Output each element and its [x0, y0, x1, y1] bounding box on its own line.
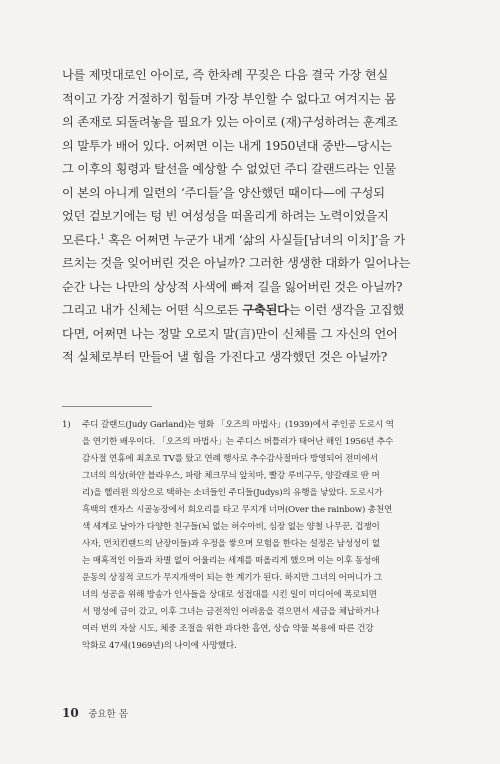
- body-line: 르치는 것을 잊어버린 것은 아닐까? 그러한 생생한 대화가 일어나는: [62, 256, 411, 270]
- body-line-start: 그리고 내가 신체는 어떤 식으로든: [62, 303, 239, 317]
- footnote-divider: [62, 406, 152, 407]
- page-footer: [62, 706, 128, 720]
- footnote-line: 녀의 성공을 위해 방송가 인사들을 상대로 성접대를 시킨 일이 미디어에 폭로되면: [82, 590, 377, 600]
- footnote-text: 주디 갈랜드(Judy Garland)는 영화 「오즈의 마법사」(1939)에서 주인공 도로시 역: [82, 420, 394, 430]
- footnote-line: 그녀의 의상(하얀 블라우스, 파랑 체크무늬 앞치마, 빨강 루비구두, 양갈래로 딴 머: [82, 471, 380, 481]
- footnote-number: 1): [62, 420, 71, 430]
- footnote-marker[interactable]: 1: [100, 232, 105, 241]
- body-line: 었던 겉보기에는 텅 빈 여성성을 떠올리게 하려는 노력이었을지: [62, 209, 389, 223]
- footnote-line: 감사절 연휴에 최초로 TV를 탔고 연례 행사로 추수감사절마다 방영되어 전미에서: [82, 454, 378, 464]
- footnote-line: 리)을 헬러윈 의상으로 택하는 소녀들인 주디들(Judys)의 유행을 낳았다. 도로시가: [82, 488, 383, 498]
- body-line: [62, 299, 434, 323]
- body-line: 의 말투가 배어 있다. 어쩌면 이는 내게 1950년대 중반—당시는: [62, 138, 392, 153]
- body-line: [62, 229, 434, 253]
- footnote-line: 흑백의 캔자스 시골농장에서 회오리를 타고 무지개 너머(Over the rainbow) 총천연: [82, 505, 393, 515]
- footnote-line: 색 세계로 날아가 다양한 친구들(뇌 없는 허수아비, 심장 없는 양철 나무꾼, 겁쟁이: [82, 522, 380, 532]
- footnote-line: 사자, 먼치킨랜드의 난장이들)과 우정을 쌓으며 모험을 한다는 설정은 남성성이 없: [82, 539, 381, 549]
- footnote-line: 을 연기한 배우이다. 「오즈의 마법사」는 주디스 버틀러가 태어난 해인 1956년 추수: [82, 437, 394, 447]
- footnote-line: 서 명성에 금이 갔고, 이후 그녀는 금전적인 어려움을 겪으면서 세금을 체납하거나: [82, 607, 380, 617]
- body-line: 다면, 어쩌면 나는 정말 오로지 말(言)만이 신체를 그 자신의 언어: [62, 326, 398, 341]
- body-line-start: 모른다.: [62, 232, 101, 247]
- footnote-line: [62, 417, 438, 434]
- body-line: 적이고 가장 거절하기 힘들며 가장 부인할 수 없다고 여겨지는 몸: [62, 91, 396, 106]
- emphasized-word: 구축된다: [242, 303, 289, 317]
- body-line-rest: 혹은 어쩌면 누군가 내게 ‘삶의 사실들[남녀의 이치]’을 가: [104, 232, 406, 247]
- footnote-line: 여러 번의 자살 시도, 체중 조절을 위한 과다한 흡연, 상습 약물 복용에 따른 건강: [82, 624, 374, 634]
- page-number: 10: [62, 706, 79, 720]
- footnote-line: 악화로 47세(1969년)의 나이에 사망했다.: [82, 641, 237, 651]
- body-line: 나를 제멋대로인 아이로, 즉 한차례 꾸짖은 다음 결국 가장 현실: [62, 68, 389, 82]
- footnote: [62, 417, 438, 655]
- body-line: 그 이후의 횡령과 탈선을 예상할 수 없었던 주디 갈랜드라는 인물: [62, 162, 396, 176]
- body-line-rest: 는 이런 생각을 고집했: [288, 303, 404, 317]
- running-title: 중요한 몸: [88, 709, 128, 720]
- footnote-line: 운동의 상징적 코드가 무지개색이 되는 한 계기가 된다. 하지만 그녀의 어머니가 그: [82, 573, 382, 583]
- body-line: 순간 나는 나만의 상상적 사색에 빠져 길을 잃어버린 것은 아닐까?: [62, 279, 403, 294]
- footnote-line: 는 매혹적인 이들과 차별 없이 어울리는 세계를 떠올리게 했으며 이는 이후 동성애: [82, 556, 380, 566]
- body-line: 적 실체로부터 만들어 낼 힘을 가진다고 생각했던 것은 아닐까?: [62, 350, 388, 364]
- body-line: 이 본의 아니게 일련의 ‘주디들’을 양산했던 때이다—에 구성되: [62, 185, 385, 200]
- main-text: [62, 64, 434, 370]
- body-line: 의 존재로 되돌려놓을 필요가 있는 아이로 (재)구성하려는 훈계조: [62, 115, 398, 129]
